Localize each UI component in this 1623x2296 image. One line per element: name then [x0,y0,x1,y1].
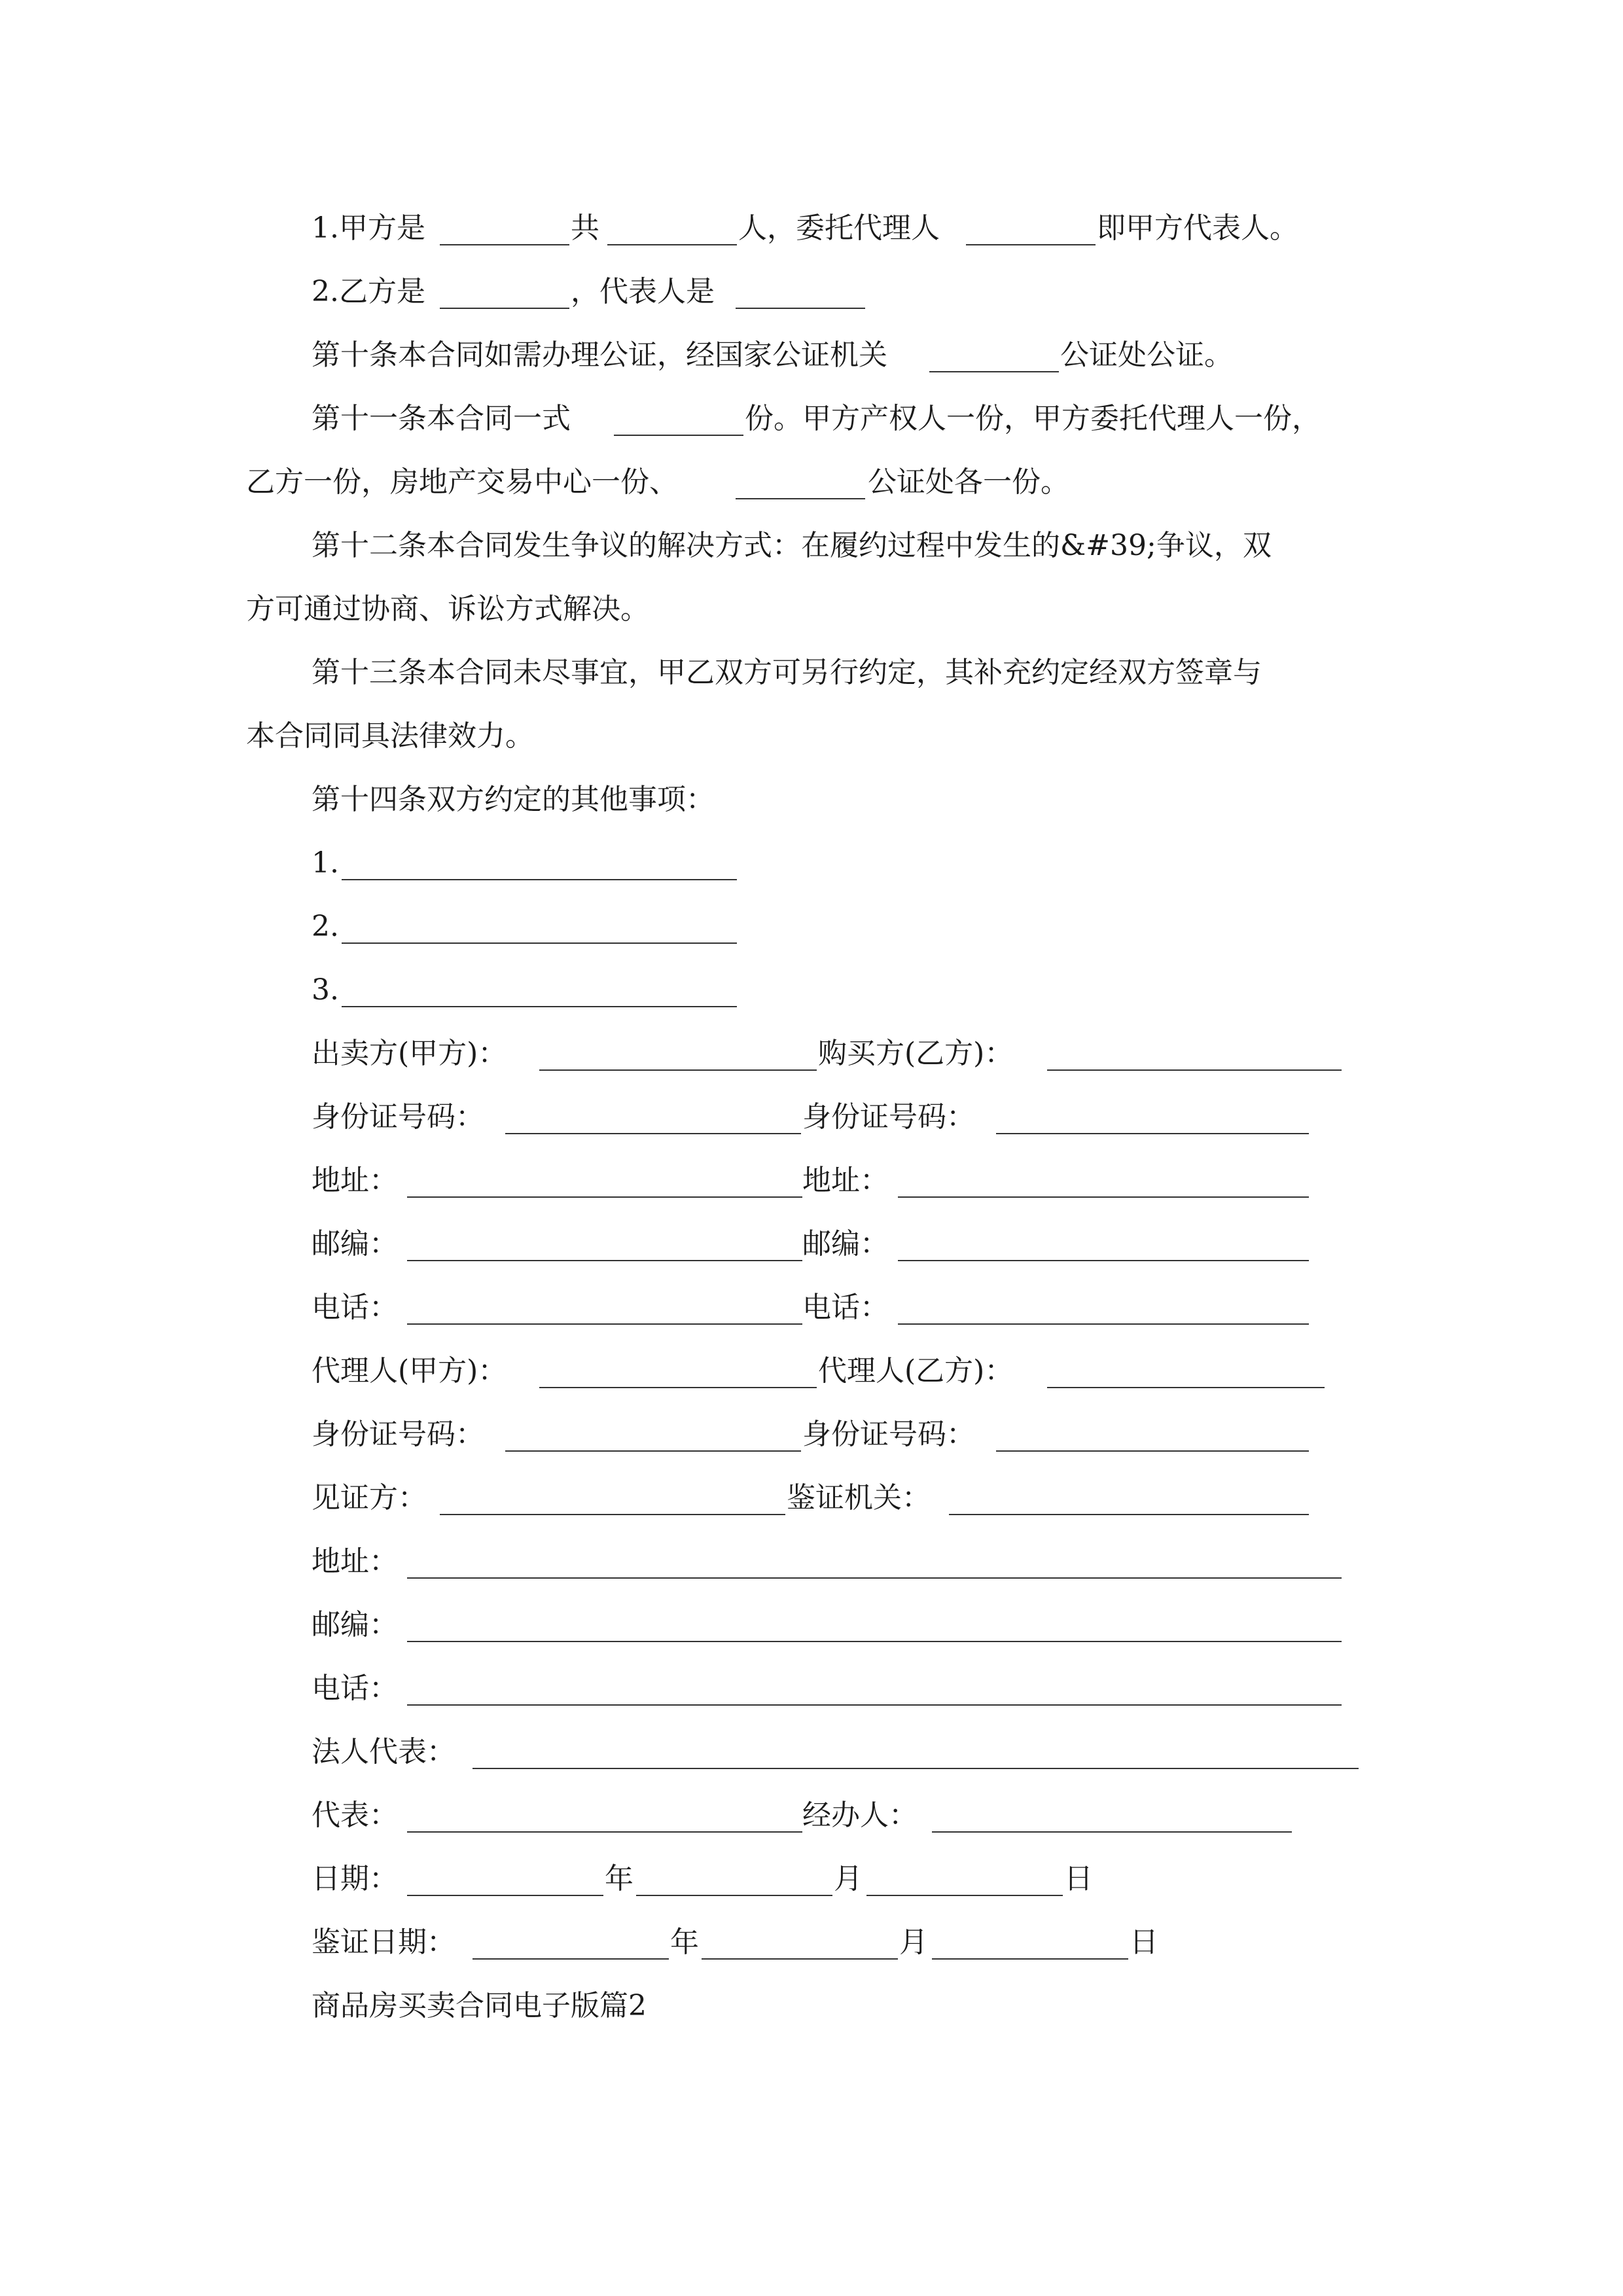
agent-a-label: 代理人(甲方)： [312,1354,507,1388]
buyer-zip-blank[interactable] [898,1260,1309,1261]
other-item-2-label: 2. [312,910,339,943]
article-12-text: 第十二条本合同发生争议的解决方式：在履约过程中发生的&#39;争议，双 [312,529,1272,562]
authority-phone-blank[interactable] [407,1704,1342,1706]
legal-rep-label: 法人代表： [312,1735,455,1768]
copies-blank[interactable] [614,435,743,436]
party-b-label: 2.乙方是 [312,275,425,308]
seller-phone-label: 电话： [312,1291,398,1324]
buyer-id-label: 身份证号码： [802,1100,975,1134]
buyer-label: 购买方(乙方)： [818,1037,1014,1070]
article-10-suffix: 公证处公证。 [1060,338,1233,372]
buyer-address-label: 地址： [802,1164,889,1197]
representative-label: ，代表人是 [571,275,715,308]
article-10-text: 第十条本合同如需办理公证，经国家公证机关 [312,338,887,372]
article-11-text: 第十一条本合同一式 [312,402,571,435]
seller-zip-label: 邮编： [312,1227,398,1261]
article-12-line2: 方可通过协商、诉讼方式解决。 [246,592,649,626]
article-11-line2: 乙方一份，房地产交易中心一份、 [246,465,678,499]
next-section-title: 商品房买卖合同电子版篇2 [312,1989,647,2022]
seller-label: 出卖方(甲方)： [312,1037,507,1070]
buyer-phone-label: 电话： [802,1291,889,1324]
party-b-blank[interactable] [440,308,569,309]
seller-id-label: 身份证号码： [312,1100,484,1134]
handler-blank[interactable] [932,1831,1292,1833]
total-count-blank[interactable] [607,244,737,245]
notary-blank[interactable] [929,371,1059,372]
auth-year-blank[interactable] [473,1958,669,1960]
seller-blank[interactable] [539,1069,817,1071]
authority-phone-label: 电话： [312,1672,398,1705]
date-month-label: 月 [834,1862,863,1895]
rep-label: 代表： [312,1799,398,1832]
other-item-1-label: 1. [312,846,339,880]
representative-suffix: 即甲方代表人。 [1097,211,1298,245]
agent-b-id-label: 身份证号码： [802,1418,975,1451]
agent-a-blank[interactable] [539,1387,817,1388]
date-label: 日期： [312,1862,398,1895]
seller-phone-blank[interactable] [407,1323,802,1325]
authority-address-blank[interactable] [407,1577,1342,1579]
buyer-address-blank[interactable] [898,1196,1309,1198]
buyer-id-blank[interactable] [996,1133,1309,1134]
rep-blank[interactable] [407,1831,802,1833]
seller-id-blank[interactable] [505,1133,801,1134]
date-month-blank[interactable] [636,1895,832,1896]
other-item-3-blank[interactable] [342,1006,737,1007]
notary-office-blank[interactable] [736,498,865,499]
article-14-text: 第十四条双方约定的其他事项： [312,783,715,816]
total-label: 共 [571,211,599,245]
other-item-1-blank[interactable] [342,879,737,880]
article-11-suffix: 公证处各一份。 [868,465,1069,499]
agent-a-id-blank[interactable] [505,1450,801,1452]
seller-address-label: 地址： [312,1164,398,1197]
seller-zip-blank[interactable] [407,1260,802,1261]
date-day-label: 日 [1064,1862,1093,1895]
representative-blank[interactable] [736,308,865,309]
auth-month-blank[interactable] [702,1958,898,1960]
article-11-continued: 份。甲方产权人一份，甲方委托代理人一份， [745,402,1321,435]
entrusted-agent-label: 人，委托代理人 [738,211,940,245]
buyer-phone-blank[interactable] [898,1323,1309,1325]
buyer-zip-label: 邮编： [802,1227,889,1261]
seller-address-blank[interactable] [407,1196,802,1198]
legal-rep-blank[interactable] [473,1768,1359,1769]
entrusted-agent-blank[interactable] [966,244,1096,245]
auth-day-blank[interactable] [932,1958,1128,1960]
date-day-blank[interactable] [866,1895,1063,1896]
auth-date-label: 鉴证日期： [312,1926,455,1959]
buyer-blank[interactable] [1047,1069,1342,1071]
date-year-blank[interactable] [407,1895,603,1896]
authority-zip-blank[interactable] [407,1641,1342,1642]
other-item-2-blank[interactable] [342,942,737,944]
agent-b-blank[interactable] [1047,1387,1325,1388]
other-item-3-label: 3. [312,973,339,1007]
authority-zip-label: 邮编： [312,1608,398,1641]
party-a-blank[interactable] [440,244,569,245]
witness-blank[interactable] [440,1514,785,1515]
party-a-label: 1.甲方是 [312,211,425,245]
article-13-line2: 本合同同具法律效力。 [246,719,534,753]
auth-day-label: 日 [1130,1926,1158,1959]
handler-label: 经办人： [802,1799,918,1832]
authority-label: 鉴证机关： [787,1481,931,1515]
authority-address-label: 地址： [312,1545,398,1578]
date-year-label: 年 [605,1862,633,1895]
agent-b-id-blank[interactable] [996,1450,1309,1452]
article-13-text: 第十三条本合同未尽事宜，甲乙双方可另行约定，其补充约定经双方签章与 [312,656,1262,689]
authority-blank[interactable] [949,1514,1309,1515]
agent-a-id-label: 身份证号码： [312,1418,484,1451]
witness-label: 见证方： [312,1481,427,1515]
auth-year-label: 年 [670,1926,699,1959]
agent-b-label: 代理人(乙方)： [818,1354,1014,1388]
auth-month-label: 月 [899,1926,928,1959]
